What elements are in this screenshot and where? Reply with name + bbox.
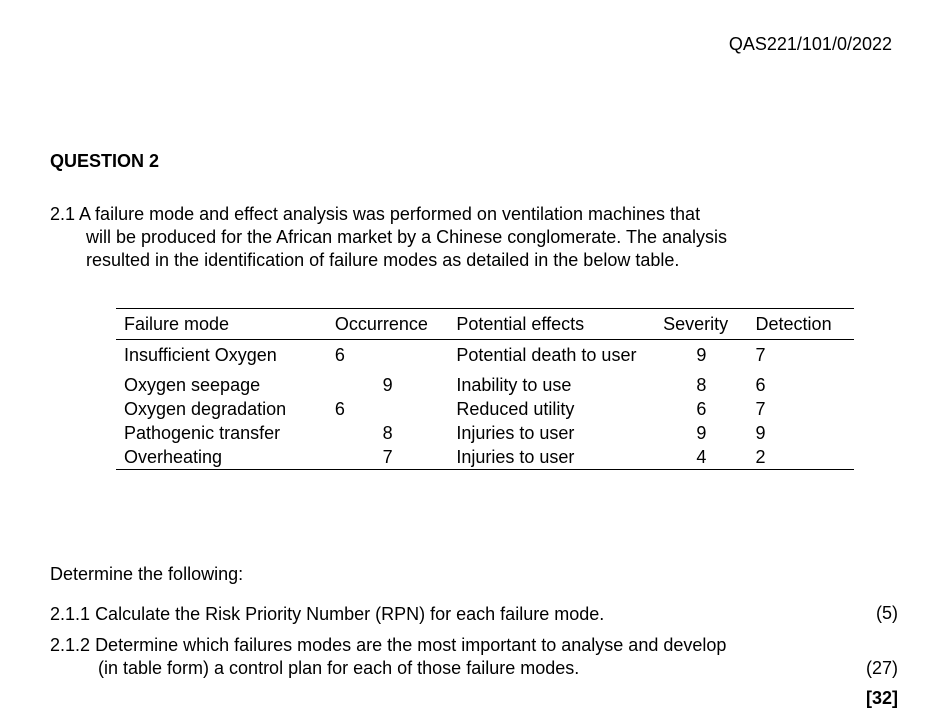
header-failure-mode: Failure mode	[124, 314, 230, 334]
header-severity: Severity	[663, 314, 729, 334]
cell-occurrence: 6	[334, 399, 345, 419]
cell-occurrence: 6	[334, 345, 345, 365]
cell-potential-effects: Injuries to user	[456, 447, 575, 467]
header-occurrence: Occurrence	[334, 314, 428, 334]
cell-severity: 9	[696, 345, 707, 365]
cell-failure-mode: Oxygen seepage	[124, 375, 261, 395]
total-marks: [32]	[865, 688, 898, 708]
table-row	[116, 340, 854, 368]
determine-heading: Determine the following:	[50, 564, 244, 584]
task-number: 2.1.1	[50, 604, 91, 624]
question-intro	[50, 203, 840, 272]
task-number: 2.1.2	[50, 635, 91, 655]
task-marks: (5)	[876, 603, 898, 623]
cell-severity: 8	[696, 375, 707, 395]
cell-detection: 6	[755, 375, 766, 395]
cell-failure-mode: Insufficient Oxygen	[124, 345, 277, 365]
cell-detection: 7	[755, 345, 766, 365]
document-code: QAS221/101/0/2022	[728, 34, 892, 54]
cell-severity: 6	[696, 399, 707, 419]
table-header-row	[116, 309, 854, 340]
cell-failure-mode: Overheating	[124, 447, 223, 467]
fmea-table	[116, 308, 854, 470]
cell-severity: 4	[696, 447, 707, 467]
task-text: Calculate the Risk Priority Number (RPN) for each failure mode.	[95, 604, 605, 624]
task-marks: (27)	[865, 658, 898, 678]
cell-failure-mode: Oxygen degradation	[124, 399, 287, 419]
task-2-1-1	[50, 603, 898, 626]
task-text-line-2: (in table form) a control plan for each of those failure modes.	[98, 658, 580, 678]
table-row	[116, 367, 854, 397]
question-title: QUESTION 2	[50, 151, 160, 171]
table-row	[116, 397, 854, 421]
cell-occurrence: 9	[382, 375, 393, 395]
cell-occurrence: 7	[382, 447, 393, 467]
intro-line-3: resulted in the identification of failure modes as detailed in the below table.	[86, 250, 680, 270]
intro-line-1: A failure mode and effect analysis was performed on ventilation machines that	[79, 204, 701, 224]
cell-detection: 2	[755, 447, 766, 467]
cell-potential-effects: Inability to use	[456, 375, 572, 395]
task-text-line-1: Determine which failures modes are the most important to analyse and develop	[95, 635, 727, 655]
table-row	[116, 445, 854, 470]
cell-detection: 9	[755, 423, 766, 443]
header-potential-effects: Potential effects	[456, 314, 585, 334]
cell-detection: 7	[755, 399, 766, 419]
cell-potential-effects: Potential death to user	[456, 345, 637, 365]
table-row	[116, 421, 854, 445]
intro-number: 2.1	[50, 204, 76, 224]
header-detection: Detection	[755, 314, 832, 334]
task-2-1-2	[50, 634, 898, 680]
cell-potential-effects: Injuries to user	[456, 423, 575, 443]
cell-severity: 9	[696, 423, 707, 443]
cell-potential-effects: Reduced utility	[456, 399, 575, 419]
cell-occurrence: 8	[382, 423, 393, 443]
cell-failure-mode: Pathogenic transfer	[124, 423, 281, 443]
intro-line-2: will be produced for the African market by a Chinese conglomerate. The analysis	[86, 227, 728, 247]
